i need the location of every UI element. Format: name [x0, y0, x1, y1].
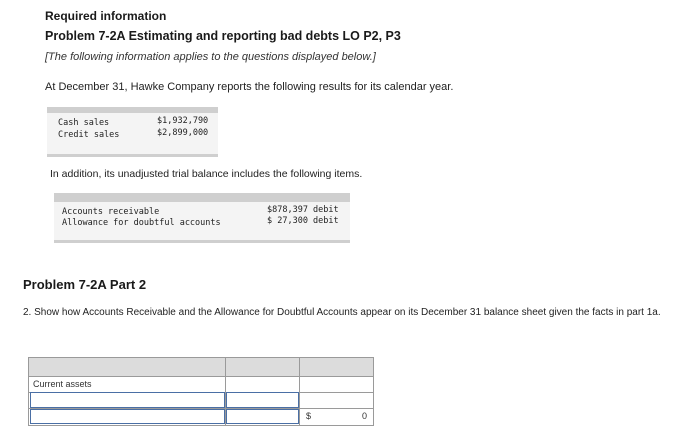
trial-balance-table: [54, 193, 350, 243]
table-header-row: [29, 358, 373, 376]
row-divider: [29, 376, 373, 377]
intro-text: At December 31, Hawke Company reports the following results for its calendar year.: [45, 81, 454, 93]
current-assets-label: Current assets: [33, 379, 92, 389]
sales-value-cash: $1,932,790: [157, 116, 209, 126]
tb-label-ar: Accounts receivable: [62, 207, 160, 217]
tb-value-ar: $878,397 debit: [267, 205, 339, 215]
sales-label-cash: Cash sales: [58, 118, 110, 128]
addition-text: In addition, its unadjusted trial balance includes the following items.: [50, 168, 363, 180]
problem-title: Problem 7-2A Estimating and reporting bad debts LO P2, P3: [45, 29, 401, 43]
amount-input-1[interactable]: [226, 392, 299, 408]
account-name-input-1[interactable]: [30, 392, 225, 408]
sales-label-credit: Credit sales: [58, 130, 120, 140]
sales-table: [47, 107, 218, 157]
tb-value-allowance: $ 27,300 debit: [267, 216, 339, 226]
part2-question: 2. Show how Accounts Receivable and the Allowance for Doubtful Accounts appear on its December 31 balance sheet given the facts in part 1a.: [23, 307, 661, 318]
amount-input-2[interactable]: [226, 409, 299, 424]
tb-label-allowance: Allowance for doubtful accounts: [62, 218, 221, 228]
balance-sheet-table: [28, 357, 374, 426]
sales-value-credit: $2,899,000: [157, 128, 209, 138]
net-receivable-total: 0: [362, 411, 368, 421]
account-name-input-2[interactable]: [30, 409, 225, 424]
instruction-text: [The following information applies to the questions displayed below.]: [45, 51, 376, 63]
part2-title: Problem 7-2A Part 2: [23, 277, 147, 292]
required-information-heading: Required information: [45, 9, 167, 23]
dollar-sign: $: [306, 411, 312, 421]
